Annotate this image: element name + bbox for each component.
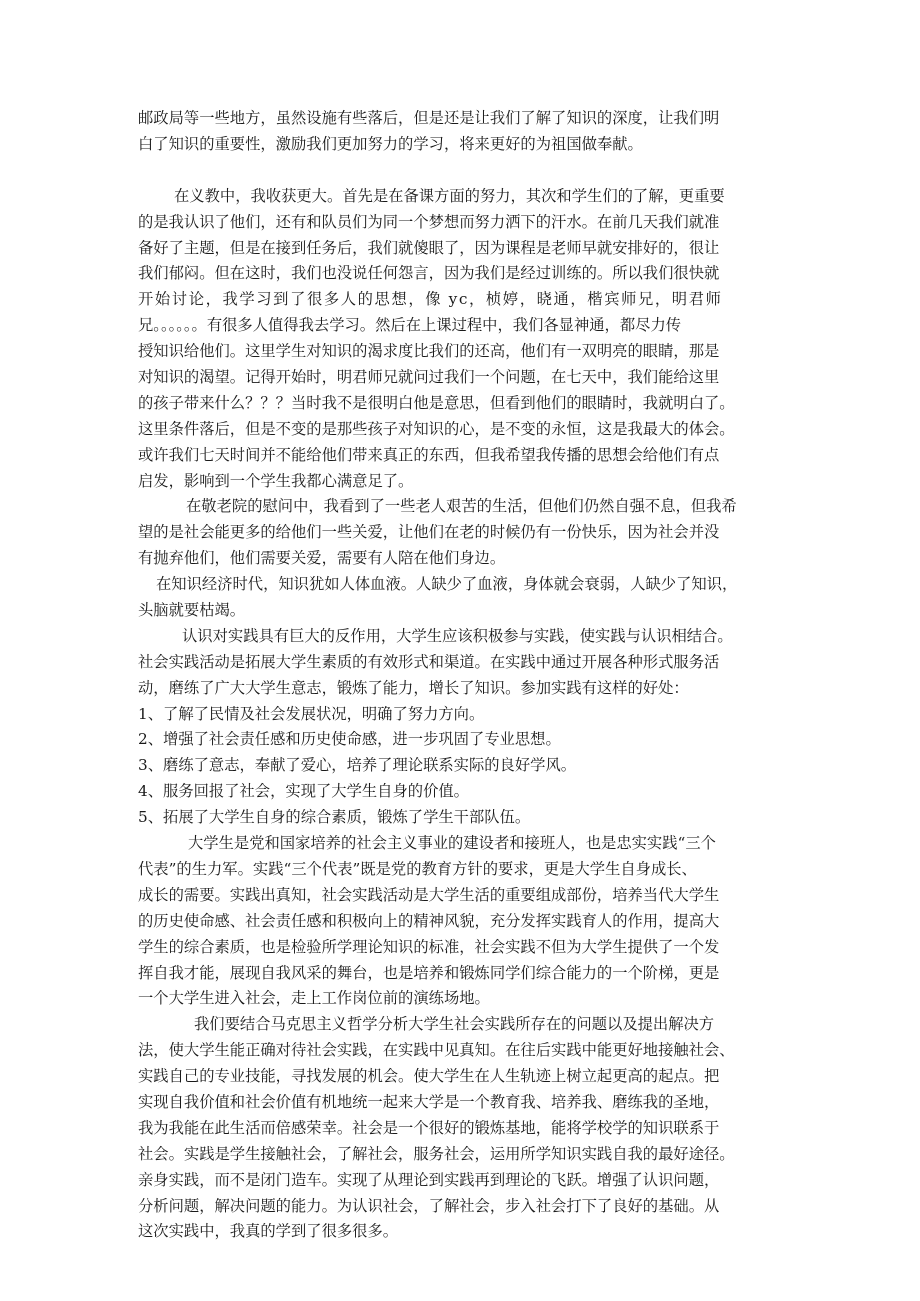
- text-line: 实践自己的专业技能，寻找发展的机会。使大学生在人生轨迹上树立起更高的起点。把: [138, 1067, 720, 1086]
- text-line: 或许我们七天时间并不能给他们带来真正的东西，但我希望我传播的思想会给他们有点: [138, 445, 720, 464]
- text-line: 我们要结合马克思主义哲学分析大学生社会实践所存在的问题以及提出解决方: [194, 1015, 715, 1034]
- text-line: 的是我认识了他们，还有和队员们为同一个梦想而努力洒下的汗水。在前几天我们就准: [138, 212, 720, 231]
- text-line: 成长的需要。实践出真知，社会实践活动是大学生活的重要组成部份，培养当代大学生: [138, 885, 720, 904]
- text-line: 在敬老院的慰问中，我看到了一些老人艰苦的生活，但他们仍然自强不息，但我希: [186, 497, 737, 516]
- text-line: 白了知识的重要性，激励我们更加努力的学习，将来更好的为祖国做奉献。: [138, 134, 643, 153]
- text-line: 认识对实践具有巨大的反作用，大学生应该积极参与实践，使实践与认识相结合。: [182, 626, 733, 645]
- text-line: 邮政局等一些地方，虽然设施有些落后，但是还是让我们了解了知识的深度，让我们明: [138, 109, 720, 127]
- text-line: 分析问题，解决问题的能力。为认识社会，了解社会，步入社会打下了良好的基础。从: [138, 1196, 720, 1215]
- text-line: 我为我能在此生活而倍感荣幸。社会是一个很好的锻炼基地，能将学校学的知识联系于: [138, 1118, 720, 1137]
- benefits-list: [138, 702, 786, 831]
- text-line: 开始讨论，我学习到了很多人的思想，像 yc，桢婷，晓通，楷宾师兄，明君师: [138, 290, 723, 309]
- text-line: 社会实践活动是拓展大学生素质的有效形式和渠道。在实践中通过开展各种形式服务活: [138, 652, 720, 671]
- document-page: [138, 106, 786, 1245]
- text-line: 在知识经济时代，知识犹如人体血液。人缺少了血液，身体就会衰弱，人缺少了知识，: [156, 575, 738, 594]
- text-line: 望的是社会能更多的给他们一些关爱，让他们在老的时候仍有一份快乐，因为社会并没: [138, 523, 720, 542]
- text-line: 我们郁闷。但在这时，我们也没说任何怨言，因为我们是经过训练的。所以我们很快就: [138, 264, 720, 283]
- paragraph-intro: [138, 106, 786, 158]
- text-line: 的孩子带来什么？？？当时我不是很明白他是意思，但看到他们的眼睛时，我就明白了。: [138, 393, 735, 412]
- text-line: 一个大学生进入社会，走上工作岗位前的演练场地。: [138, 989, 490, 1008]
- list-item: 4、服务回报了社会，实现了大学生自身的价值。: [138, 782, 469, 801]
- text-line: 学生的综合素质，也是检验所学理论知识的标准，社会实践不但为大学生提供了一个发: [138, 937, 720, 956]
- text-line: 代表”的生力军。实践“三个代表”既是党的教育方针的要求，更是大学生自身成长、: [138, 859, 697, 878]
- text-line: 头脑就要枯竭。: [138, 601, 246, 620]
- text-line: 这里条件落后，但是不变的是那些孩子对知识的心，是不变的永恒，这是我最大的体会。: [138, 419, 735, 438]
- paragraph-conclusion: [138, 1012, 786, 1245]
- text-line: 对知识的渴望。记得开始时，明君师兄就问过我们一个问题，在七天中，我们能给这里: [138, 368, 720, 387]
- text-line: 备好了主题，但是在接到任务后，我们就傻眼了，因为课程是老师早就安排好的，很让: [138, 238, 720, 257]
- paragraph-elderly-home: [138, 494, 786, 572]
- text-line: 大学生是党和国家培养的社会主义事业的建设者和接班人，也是忠实实践“三个: [188, 834, 716, 853]
- text-line: 这次实践中，我真的学到了很多很多。: [138, 1222, 399, 1241]
- paragraph-three-represents: [138, 831, 786, 1012]
- text-line: 有抛弃他们，他们需要关爱，需要有人陪在他们身边。: [138, 549, 506, 568]
- text-line: 挥自我才能，展现自我风采的舞台，也是培养和锻炼同学们综合能力的一个阶梯，更是: [138, 963, 720, 982]
- list-item: 2、增强了社会责任感和历史使命感，进一步巩固了专业思想。: [138, 730, 561, 749]
- list-item: 5、拓展了大学生自身的综合素质，锻炼了学生干部队伍。: [138, 808, 531, 827]
- text-line: 兄。。。。。。有很多人值得我去学习。然后在上课过程中，我们各显神通，都尽力传: [138, 316, 682, 335]
- text-line: 亲身实践，而不是闭门造车。实现了从理论到实践再到理论的飞跃。增强了认识问题，: [138, 1170, 720, 1189]
- text-line: 法，使大学生能正确对待社会实践，在实践中见真知。在往后实践中能更好地接触社会、: [138, 1041, 735, 1060]
- text-line: 实现自我价值和社会价值有机地统一起来大学是一个教育我、培养我、磨练我的圣地，: [138, 1092, 720, 1111]
- paragraph-knowledge-economy: [138, 572, 786, 624]
- paragraph-practice-benefits: [138, 624, 786, 702]
- text-line: 动，磨练了广大大学生意志，锻炼了能力，增长了知识。参加实践有这样的好处：: [138, 678, 689, 697]
- text-line: 的历史使命感、社会责任感和积极向上的精神风貌，充分发挥实践育人的作用，提高大: [138, 911, 720, 930]
- paragraph-gap: [138, 158, 786, 184]
- paragraph-teaching: [138, 184, 786, 495]
- list-item: 3、磨练了意志，奉献了爱心，培养了理论联系实际的良好学风。: [138, 756, 577, 775]
- text-line: 授知识给他们。这里学生对知识的渴求度比我们的还高，他们有一双明亮的眼睛，那是: [138, 342, 720, 361]
- text-line: 社会。实践是学生接触社会，了解社会，服务社会，运用所学知识实践自我的最好途径。: [138, 1144, 735, 1163]
- list-item: 1、了解了民情及社会发展状况，明确了努力方向。: [138, 704, 485, 723]
- text-line: 在义教中，我收获更大。首先是在备课方面的努力，其次和学生们的了解，更重要: [174, 186, 725, 205]
- text-line: 启发，影响到一个学生我都心满意足了。: [138, 471, 414, 490]
